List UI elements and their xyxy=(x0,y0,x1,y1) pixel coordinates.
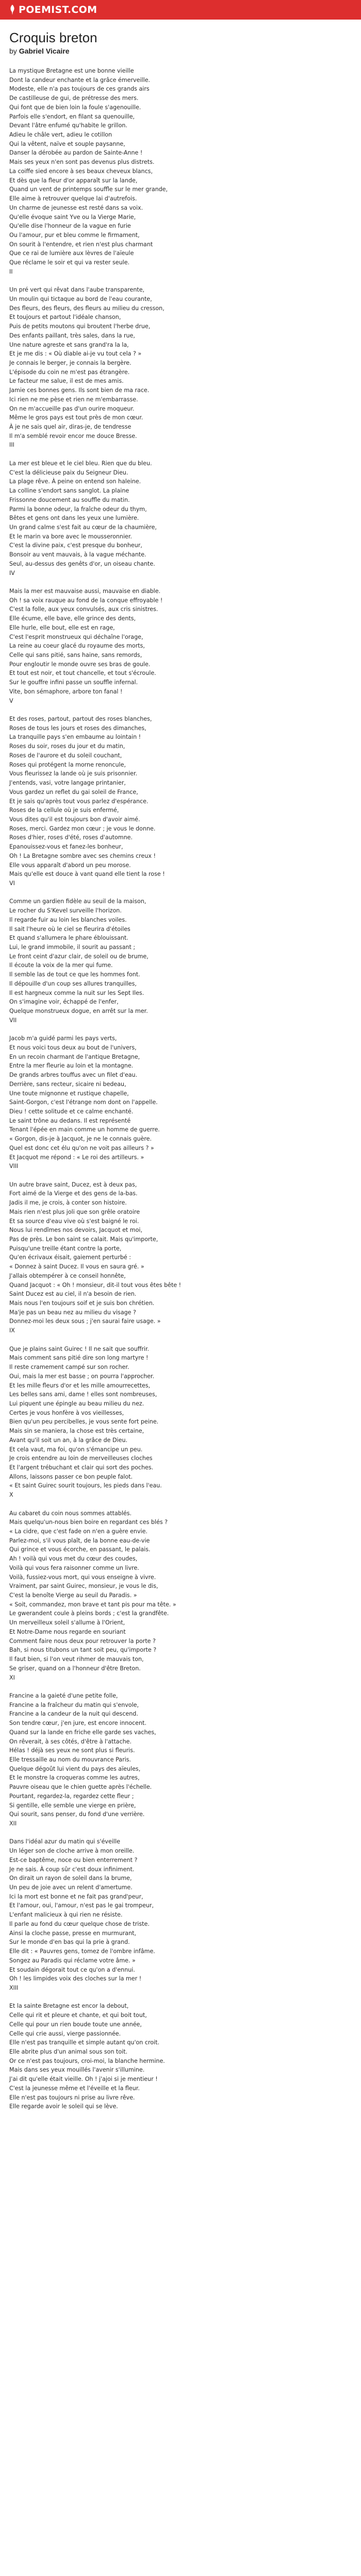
poem-line: Vous dites qu'il est toujours bon d'avoir aimé. xyxy=(9,816,140,823)
poem-stanza xyxy=(9,897,352,1025)
poem-line: Roses de l'aurore et du soleil couchant, xyxy=(9,752,122,759)
poem-line: Roses qui protégent la morne renoncule, xyxy=(9,761,126,768)
poem-line: La mer est bleue et le ciel bleu. Rien que du bleu. xyxy=(9,460,152,467)
poem-line: Et le monstre la croqueras comme les autres, xyxy=(9,1774,140,1782)
poem-line: XII xyxy=(9,1820,17,1827)
poem-line: Qui la vêtent, naïve et souple paysanne, xyxy=(9,140,125,147)
poem-stanza xyxy=(9,1180,352,1335)
poem-line: Et je sais qu'après tout vous parlez d'espérance. xyxy=(9,798,149,805)
poem-line: Et Notre-Dame nous regarde en souriant xyxy=(9,1628,126,1635)
poem-line: Pas de près. Le bon saint se calait. Mais qu'importe, xyxy=(9,1236,158,1243)
poem-line: Hélas ! déjà ses yeux ne sont plus si fleuris. xyxy=(9,1747,135,1754)
poem-line: Et Jacquot me répond : « Le roi des artilleurs. » xyxy=(9,1154,144,1161)
poem-line: Qui font que de bien loin la foule s'agenouille. xyxy=(9,104,141,111)
poem-line: Elle vous apparaît d'abord un peu morose. xyxy=(9,861,131,869)
poem-line: V xyxy=(9,697,13,704)
poem-stanza xyxy=(9,587,352,705)
poem-line: VIII xyxy=(9,1163,19,1170)
poem-line: Et le marin va bore avec le mousseronnier. xyxy=(9,533,132,540)
poem-line: Il est hargneux comme la nuit sur les Sept Iles. xyxy=(9,989,144,996)
poem-line: Mais sin se maniera, la chose est très certaine, xyxy=(9,1428,144,1435)
poem-line: Un autre brave saint, Ducez, est à deux pas, xyxy=(9,1181,137,1188)
poem-line: Dieu ! cette solitude et ce calme enchanté. xyxy=(9,1108,134,1115)
poem-line: Pourtant, regardez-la, regardez cette fleur ; xyxy=(9,1792,134,1800)
poem-line: Un grand calme s'est fait au cœur de la chaumière, xyxy=(9,523,157,531)
poem-line: Quelque dégoût lui vient du pays des aïeules, xyxy=(9,1765,141,1772)
poem-line: On rêverait, à ses côtés, d'être à l'attache. xyxy=(9,1738,132,1745)
poem-line: II xyxy=(9,268,13,275)
poem-line: Oui, mais la mer est basse ; on pourra l'approcher. xyxy=(9,1372,155,1380)
poem-line: Elle abrite plus d'un animal sous son toit. xyxy=(9,2048,128,2055)
poem-line: « La cidre, que c'est fade on n'en a guère envie. xyxy=(9,1528,147,1535)
poem-line: Sur le monde d'en bas qui la prie à grand. xyxy=(9,1939,130,1946)
poem-line: Et l'amour, oui, l'amour, n'est pas le gai trompeur, xyxy=(9,1902,154,1909)
poem-line: Que je plains saint Guirec ! Il ne sait que souffrir. xyxy=(9,1345,150,1352)
poem-line: On ne m'accueille pas d'un ourire moqueur. xyxy=(9,405,135,412)
poem-line: Roses d'hier, roses d'été, roses d'automne. xyxy=(9,834,133,841)
poem-line: Le facteur me salue, il est de mes amis. xyxy=(9,378,124,385)
poem-line: On s'imagine voir, échappé de l'enfer, xyxy=(9,998,119,1006)
poem-line: Qui grince et vous écorche, en passant, le palais. xyxy=(9,1546,151,1553)
poem-stanza xyxy=(9,1034,352,1171)
poem-line: Saint Ducez est au ciel, il n'a besoin de rien. xyxy=(9,1291,137,1298)
poem-line: Elle regarde avoir le soleil qui se lève. xyxy=(9,2103,118,2110)
poem-line: C'est la benoîte Vierge au seuil du Paradis. » xyxy=(9,1592,137,1599)
poem-line: Il m'a semblé revoir encor me douce Bresse. xyxy=(9,432,137,439)
poem-line: Un peu de joie avec un relent d'amertume. xyxy=(9,1884,133,1891)
poem-line: Donnez-moi les deux sous ; j'en saurai faire usage. » xyxy=(9,1318,161,1325)
poem-line: Vous fleurissez la lande où je suis prisonnier. xyxy=(9,770,138,777)
poem-line: Et je me dis : « Où diable ai-je vu tout cela ? » xyxy=(9,350,142,358)
poem-line: Elle n'est pas toujours ni prise au livre rêve. xyxy=(9,2094,135,2101)
poem-line: L'épisode du coin ne m'est pas étrangère. xyxy=(9,368,130,376)
poem-line: Et dès que la fleur d'or apparaît sur la lande, xyxy=(9,177,138,184)
poem-line: Quelque monstrueux dogue, en arrêt sur la mer. xyxy=(9,1008,148,1015)
poem-line: En un recoin charmant de l'antique Bretagne, xyxy=(9,1053,140,1060)
poem-line: Elle hurle, elle bout, elle est en rage, xyxy=(9,624,115,631)
poem-line: Celle qui crie aussi, vierge passionnée. xyxy=(9,2030,121,2037)
poem-line: Puis de petits moutons qui broutent l'herbe drue, xyxy=(9,323,151,330)
poem-line: Bêtes et gens ont dans les yeux une lumière. xyxy=(9,515,139,522)
poem-line: « Soit, commandez, mon brave et tant pis pour ma tête. » xyxy=(9,1601,176,1608)
poem-line: Oh ! sa voix rauque au fond de la conque effroyable ! xyxy=(9,597,163,604)
poem-line: Nous lui rendîmes nos devoirs, Jacquot et moi, xyxy=(9,1227,143,1234)
poem-line: Et l'argent trébuchant et clair qui sort des poches. xyxy=(9,1464,154,1471)
poem-line: Ah ! voilà qui vous met du cœur des coudes, xyxy=(9,1555,138,1563)
poem-line: Devant l'âtre enfumé qu'habite le grillon. xyxy=(9,122,127,129)
poem-line: Elle tressaille au nom du mouvrance Paris. xyxy=(9,1756,132,1763)
poem-line: C'est la jeunesse même et l'éveille et la fleur. xyxy=(9,2084,140,2092)
poem-stanza xyxy=(9,715,352,888)
poem-line: De grands arbres touffus avec un filet d'eau. xyxy=(9,1072,138,1079)
poem-line: Ici rien ne me pèse et rien ne m'embarrasse. xyxy=(9,396,138,403)
poem-line: Mais ses yeux n'en sont pas devenus plus distrets. xyxy=(9,159,155,166)
poem-line: Vite, bon sémaphore, arbore ton fanal ! xyxy=(9,688,123,695)
poem-line: Parlez-moi, s'il vous plaît, de la bonne eau-de-vie xyxy=(9,1537,150,1544)
poem-line: Mais qu'elle est douce à vant quand elle tient la rose ! xyxy=(9,871,165,878)
poem-line: Qu'en écrivaux éisait, gaiement perturbé : xyxy=(9,1254,132,1261)
poem-line: Le rocher du S'Kevel surveille l'horizon. xyxy=(9,907,122,914)
poem-line: J'ai dit qu'elle était vieille. Oh ! j'ajoi si je mentieur ! xyxy=(9,2076,158,2083)
poem-line: Ainsi la cloche passe, presse en murmurant, xyxy=(9,1929,137,1937)
poem-stanza xyxy=(9,1837,352,1992)
poem-line: Adieu le châle vert, adieu le cotillon xyxy=(9,131,112,139)
poem-line: Jacob m'a guidé parmi les pays verts, xyxy=(9,1035,117,1042)
poem-line: Mais comment sans pitié dire son long martyre ! xyxy=(9,1354,149,1362)
poem-line: VI xyxy=(9,879,15,887)
poem-line: Danser la dérobée au pardon de Sainte-Anne ! xyxy=(9,149,143,157)
poem-line: La mystique Bretagne est une bonne vieille xyxy=(9,67,134,74)
feather-logo-icon xyxy=(9,5,15,15)
poem-line: Celle qui sans pitié, sans haine, sans remords, xyxy=(9,652,142,658)
poem-line: Et des roses, partout, partout des roses blanches, xyxy=(9,716,152,723)
poem-line: Roses de la cellule où je suis enfermé, xyxy=(9,807,119,814)
poem-line: Entre la mer fleurie au loin et la montagne. xyxy=(9,1062,134,1070)
poem-line: Bah, si nous titubons un tant soit peu, qu'importe ? xyxy=(9,1647,157,1654)
poem-line: XI xyxy=(9,1674,15,1681)
poem-line: Modeste, elle n'a pas toujours de ces grands airs xyxy=(9,86,150,93)
poem-line: Ma'je pas un beau nez au milieu du visage ? xyxy=(9,1309,136,1316)
poem-line: Derrière, sans recteur, sicaire ni bedeau, xyxy=(9,1080,126,1088)
poem-line: Saint-Gorgon, c'est l'étrange nom dont on l'appelle. xyxy=(9,1099,158,1106)
poem-line: La tranquille pays s'en embaume au lointain ! xyxy=(9,734,141,741)
poem-line: Frissonne doucement au souffle du matin. xyxy=(9,496,130,503)
poem-line: C'est l'esprit monstrueux qui déchaîne l'orage, xyxy=(9,633,143,640)
poem-line: Je connais le berger, je connais la bergère. xyxy=(9,360,132,366)
poem-line: Des enfants paillant, très sales, dans la rue, xyxy=(9,332,135,339)
poem-line: Qu'elle évoque saint Yve ou la Vierge Marie, xyxy=(9,213,136,221)
poem-line: La plage rêve. À peine on entend son haleine. xyxy=(9,478,141,485)
poem-line: Francine a la gaieté d'une petite folle, xyxy=(9,1692,118,1699)
poem-line: IX xyxy=(9,1327,15,1334)
poem-stanza xyxy=(9,1691,352,1828)
poem-stanza xyxy=(9,1345,352,1500)
poem-line: Celle qui rit et pleure et chante, et qui boit tout, xyxy=(9,2012,147,2019)
poem-line: « Donnez à saint Ducez. Il vous en saura gré. » xyxy=(9,1263,144,1270)
poem-line: Vous gardez un reflet du gai soleil de France, xyxy=(9,788,138,795)
poem-line: Je crois entendre au loin de merveilleuses cloches xyxy=(9,1455,153,1462)
poem-line: Un merveilleux soleil s'allume à l'Orient, xyxy=(9,1619,125,1626)
poem-line: La coiffe sied encore à ses beaux cheveux blancs, xyxy=(9,167,153,175)
poem-line: III xyxy=(9,442,14,449)
poem-line: Et quand s'allumera le phare éblouissant. xyxy=(9,935,128,942)
poem-line: J'allais obtempérer à ce conseil honnête, xyxy=(9,1272,126,1279)
poem-line: Il reste cramement campé sur son rocher. xyxy=(9,1364,129,1371)
poem-line: Et tout est noir, et tout chancelle, et tout s'écroule. xyxy=(9,670,156,677)
poem-line: Il faut bien, si l'on veut rihmer de mauvais ton, xyxy=(9,1656,144,1663)
poem-line: Et cela vaut, ma foi, qu'on s'émancipe un peu. xyxy=(9,1446,143,1453)
poem-line: Une toute mignonne et rustique chapelle, xyxy=(9,1090,129,1097)
poem-line: Un léger son de cloche arrive à mon oreille. xyxy=(9,1848,135,1855)
poem-line: Puisqu'une treille étant contre la porte, xyxy=(9,1245,122,1252)
poem-line: On dirait un rayon de soleil dans la brume, xyxy=(9,1875,132,1882)
poem-line: X xyxy=(9,1492,13,1499)
poem-line: Songez au Paradis qui réclame votre âme. » xyxy=(9,1957,136,1964)
poem-line: Elle écume, elle bave, elle grince des dents, xyxy=(9,615,136,622)
poem-line: XIII xyxy=(9,1984,19,1991)
poem-line: Voilà, fussiez-vous mort, qui vous enseigne à vivre. xyxy=(9,1573,156,1581)
poem-line: Ou l'amour, pur et bleu comme le firmament, xyxy=(9,231,140,239)
poem-line: Ici la mort est bonne et ne fait pas grand'peur, xyxy=(9,1893,143,1900)
poem-line: Oh ! les limpides voix des cloches sur la mer ! xyxy=(9,1975,142,1982)
poem-line: Les belles sans ami, dame ! elles sont nombreuses, xyxy=(9,1391,157,1398)
poem-line: Et les mille fleurs d'or et les mille amourrecettes, xyxy=(9,1382,151,1389)
poem-line: Pauvre oiseau que le chien guette après l'échelle. xyxy=(9,1784,152,1791)
poem-line: Et sa source d'eau vive où s'est baigné le roi. xyxy=(9,1217,139,1225)
poem-line: Avant qu'il soit un an, à la grâce de Dieu. xyxy=(9,1436,128,1444)
poem-line: Lui, le grand immobile, il sourit au passant ; xyxy=(9,944,136,951)
poem-line: Comme un gardien fidèle au seuil de la maison, xyxy=(9,898,146,905)
poem-line: Jadis il me, je crois, à conter son histoire. xyxy=(9,1199,127,1207)
poem-line: Celle qui pour un rien boude toute une année, xyxy=(9,2021,142,2028)
poem-byline xyxy=(9,47,352,55)
poem-line: L'enfant malicieux à qui rien ne résiste. xyxy=(9,1911,123,1919)
poem-line: Parfois elle s'endort, en filant sa quenouille, xyxy=(9,113,135,120)
poem-line: Quel est donc cet élu qu'on ne voit pas ailleurs ? » xyxy=(9,1144,154,1151)
poem-line: Et soudain dégorait tout ce qu'on a d'ennui. xyxy=(9,1966,135,1973)
poem-line: J'entends, vasi, votre langage printanier, xyxy=(9,779,126,787)
poem-line: Bonsoir au vent mauvais, à la vague méchante. xyxy=(9,551,146,558)
poem-line: Epanouissez-vous et fanez-les bonheur, xyxy=(9,843,123,851)
poem-line: Quand sur la lande en friche elle garde ses vaches, xyxy=(9,1728,156,1736)
poem-line: Comment faire nous deux pour retrouver la porte ? xyxy=(9,1637,156,1645)
poem-line: Que ce rai de lumière aux lèvres de l'aïeule xyxy=(9,250,134,257)
poem-line: Tenant l'épée en main comme un homme de guerre. xyxy=(9,1126,160,1133)
poem-line: On sourit à l'entendre, et rien n'est plus charmant xyxy=(9,241,153,248)
poem-line: Il parle au fond du cœur quelque chose de triste. xyxy=(9,1920,150,1927)
poem-line: Et nous voici tous deux au bout de l'univers, xyxy=(9,1044,137,1051)
poem-line: Oh ! La Bretagne sombre avec ses chemins creux ! xyxy=(9,852,156,859)
poem-line: Parmi la bonne odeur, la fraîche odeur du thym, xyxy=(9,505,147,513)
poem-line: Roses du soir, roses du jour et du matin, xyxy=(9,743,125,750)
poem-line: Et toujours et partout l'idéale chanson, xyxy=(9,314,121,321)
poem-line: Un pré vert qui rêvat dans l'aube transparente, xyxy=(9,286,145,294)
poem-line: Mais rien n'est plus joli que son grêle oratoire xyxy=(9,1208,140,1215)
poem-line: Fort aimé de la Vierge et des gens de la-bas. xyxy=(9,1190,138,1197)
poem-line: À je ne sais quel air, diras-je, de tendresse xyxy=(9,423,132,431)
poem-line: La colline s'endort sans sanglot. La plaine xyxy=(9,487,129,495)
poem-stanza xyxy=(9,2002,352,2111)
poem-line: Francine a la candeur de la nuit qui descend. xyxy=(9,1710,138,1718)
poem-line: Le saint trône au dedans. Il est représenté xyxy=(9,1117,131,1124)
poem-line: Mais dans ses yeux mouillés l'avenir s'illumine. xyxy=(9,2066,145,2074)
poem-line: Qu'elle dise l'honneur de la vague en furie xyxy=(9,223,131,230)
poem-line: Un moulin qui tictaque au bord de l'eau courante, xyxy=(9,295,152,302)
poem-line: Dans l'idéal azur du matin qui s'éveille xyxy=(9,1838,120,1845)
poem-title: Croquis breton xyxy=(9,30,97,45)
poem-line: Son tendre cœur, j'en jure, est encore innocent. xyxy=(9,1720,146,1727)
poem-line: Mais nous l'en toujours soif et je suis bon chrétien. xyxy=(9,1300,155,1307)
poem-line: Vraiment, par saint Guirec, monsieur, je vous le dis, xyxy=(9,1583,158,1590)
poem-stanza xyxy=(9,66,352,277)
poem-line: Seul, au-dessus des genêts d'or, un oiseau chante. xyxy=(9,560,155,567)
poem-line: Jamie ces bonnes gens. Ils sont bien de ma race. xyxy=(9,387,150,394)
poem-line: Roses de tous les jours et roses des dimanches, xyxy=(9,724,146,732)
poem-line: Il semble las de tout ce que les hommes font. xyxy=(9,971,140,978)
poem-line: « Gorgon, dis-je à Jacquot, je ne le connais guère. xyxy=(9,1136,152,1143)
poem-line: Quand un vent de printemps souffle sur le mer grande, xyxy=(9,186,168,193)
poem-line: Est-ce baptême, noce ou bien enterrement ? xyxy=(9,1856,138,1863)
poem-line: Des fleurs, des fleurs, des fleurs au milieu du cresson, xyxy=(9,304,165,312)
poem-line: C'est la délicieuse paix du Seigneur Dieu. xyxy=(9,469,128,476)
poem-line: Elle aime à retrouver quelque lai d'autrefois. xyxy=(9,195,137,202)
poem-line: Le gwerandent coule à pleins bords ; c'est la grandfête. xyxy=(9,1610,169,1617)
poem-line: Elle n'est pas tranquille et simple autant qu'on croit. xyxy=(9,2039,160,2046)
poem-body xyxy=(9,66,352,2111)
poem-line: Une nature agreste et sans grand'ra la la, xyxy=(9,341,129,348)
poem-author[interactable]: Gabriel Vicaire xyxy=(19,47,70,55)
poem-line: Le front ceint d'azur clair, de soleil ou de brume, xyxy=(9,953,149,960)
poem-line: Or ce n'est pas toujours, croi-moi, la blanche hermine. xyxy=(9,2057,165,2064)
poem-line: Si gentille, elle semble une vierge en prière, xyxy=(9,1802,136,1809)
poem-line: Qui sourit, sans penser, du fond d'une verrière. xyxy=(9,1811,145,1818)
poem-line: Mais la mer est mauvaise aussi, mauvaise en diable. xyxy=(9,587,161,595)
poem-line: Il dépouille d'un coup ses allures tranquilles, xyxy=(9,980,137,987)
poem-line: IV xyxy=(9,569,15,577)
poem-line: C'est la divine paix, c'est presque du bonheur, xyxy=(9,542,142,549)
site-header xyxy=(0,0,361,20)
poem-line: Dont la candeur enchante et la grâce émerveille. xyxy=(9,76,151,83)
poem-line: Lui piquent une épingle au beau milieu du nez. xyxy=(9,1400,144,1407)
poem-line: Même le gros pays est tout près de mon cœur. xyxy=(9,414,143,421)
poem-line: Quand Jacquot : « Oh ! monsieur, dit-il tout vous êtes bête ! xyxy=(9,1281,182,1289)
poem-line: Il écoute la voix de la mer qui fume. xyxy=(9,962,113,969)
poem-line: Bien qu'un peu percibelles, je vous sente fort peine. xyxy=(9,1418,159,1426)
poem-line: VII xyxy=(9,1016,17,1024)
poem-line: Se griser, quand on a l'honneur d'être Breton. xyxy=(9,1665,141,1672)
poem-line: La reine au coeur glacé du royaume des morts, xyxy=(9,642,145,650)
poem-stanza xyxy=(9,1509,352,1683)
poem-stanza xyxy=(9,459,352,578)
poem-line: De castilleuse de gui, de prétresse des mers. xyxy=(9,95,139,102)
poem-line: Roses, merci. Gardez mon cœur ; je vous le donne. xyxy=(9,825,156,832)
byline-prefix: by xyxy=(9,47,17,55)
poem-line: « Et saint Guirec sourit toujours, les pieds dans l'eau. xyxy=(9,1482,162,1489)
poem-line: Et la sainte Bretagne est encor la debout, xyxy=(9,2003,129,2010)
poem-line: Il regarde fuir au loin les blanches voiles. xyxy=(9,916,127,923)
poem-line: Mais quelqu'un-nous bien boire en regardant ces blés ? xyxy=(9,1519,168,1526)
poem-line: Que réclame le soir et qui va rester seule. xyxy=(9,259,130,266)
poem-line: C'est la folle, aux yeux convulsés, aux cris sinistres. xyxy=(9,606,158,613)
poem-line: Je ne sais. À coup sûr c'est doux infiniment. xyxy=(9,1866,135,1873)
poem-line: Pour engloutir le monde ouvre ses bras de goule. xyxy=(9,660,151,668)
poem-line: Elle dit : « Pauvres gens, tomez de l'ombre infâme. xyxy=(9,1948,155,1955)
poem-page xyxy=(0,20,361,2111)
poem-line: Il sait l'heure où le ciel se fleurira d'étoiles xyxy=(9,925,130,933)
poem-line: Allons, laissons passer ce bon peuple falot. xyxy=(9,1473,133,1480)
poem-line: Voilà qui vous fera raisonner comme un livre. xyxy=(9,1564,139,1571)
poem-line: Certes je vous honfère à vos vieillesses, xyxy=(9,1409,124,1416)
poem-line: Sur le gouffre infini passe un souffle infernal. xyxy=(9,679,138,686)
poem-line: Francine a la fraîcheur du matin qui s'envole, xyxy=(9,1701,139,1708)
poem-line: Un charme de jeunesse est resté dans sa voix. xyxy=(9,204,143,211)
poem-line: Au cabaret du coin nous sommes attablés. xyxy=(9,1510,132,1517)
poem-stanza xyxy=(9,285,352,450)
site-logo[interactable]: POEMIST.COM xyxy=(19,4,97,15)
